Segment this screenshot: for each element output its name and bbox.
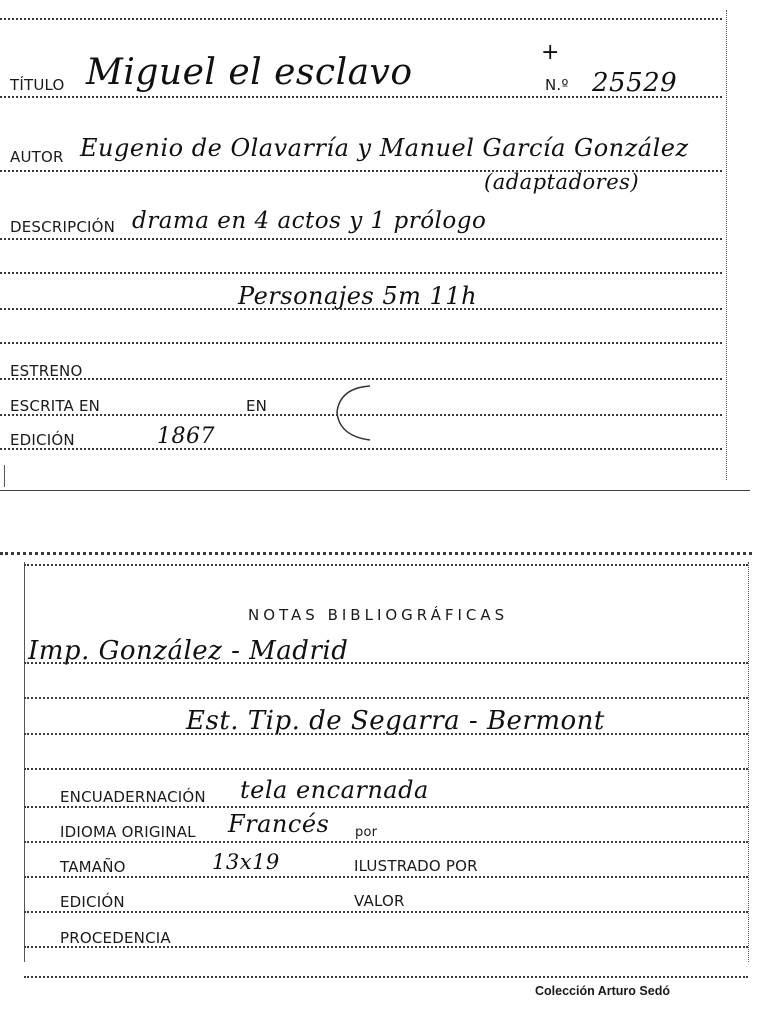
notes-rule-1 <box>24 662 748 664</box>
en-label: EN <box>246 397 268 415</box>
autor-line <box>0 170 722 172</box>
card-back-inner-top <box>24 564 748 566</box>
procedencia-line <box>24 946 748 948</box>
numero-value: 25529 <box>592 68 678 98</box>
edicion-label: EDICIÓN <box>10 431 75 449</box>
autor-note: (adaptadores) <box>484 170 640 194</box>
card-back-left-border <box>24 562 25 962</box>
cross-mark: + <box>541 40 560 65</box>
ilustrado-label: ILUSTRADO POR <box>354 857 478 875</box>
descripcion-line-1 <box>0 238 722 240</box>
descripcion-line-4 <box>0 342 722 344</box>
numero-label: N.º <box>545 76 569 94</box>
tamano-value: 13x19 <box>212 850 280 874</box>
descripcion-value: drama en 4 actos y 1 prólogo <box>132 208 487 234</box>
notes-rule-2 <box>24 697 748 699</box>
autor-value: Eugenio de Olavarría y Manuel García González <box>80 134 689 162</box>
notes-line-1: Imp. González - Madrid <box>28 636 349 666</box>
procedencia-label: PROCEDENCIA <box>60 929 171 947</box>
notes-rule-3 <box>24 733 748 735</box>
idioma-line <box>24 841 748 843</box>
descripcion-line-3 <box>0 308 722 310</box>
edicion-back-line <box>24 911 748 913</box>
valor-label: VALOR <box>354 892 405 910</box>
card-back-right-border <box>748 562 749 962</box>
descripcion-extra: Personajes 5m 11h <box>238 282 478 310</box>
descripcion-label: DESCRIPCIÓN <box>10 218 116 236</box>
edicion-line <box>0 448 722 450</box>
card-back-top-edge <box>0 552 752 555</box>
card-front-top-border <box>0 18 722 20</box>
notas-heading: NOTAS BIBLIOGRÁFICAS <box>248 606 509 624</box>
descripcion-line-2 <box>0 272 722 274</box>
edicion-value: 1867 <box>157 424 215 449</box>
card-front-right-border <box>726 10 727 480</box>
card-front-bottom-border <box>0 490 750 491</box>
idioma-label: IDIOMA ORIGINAL <box>60 823 196 841</box>
tamano-line <box>24 876 748 878</box>
notes-line-2: Est. Tip. de Segarra - Bermont <box>186 706 605 736</box>
titulo-value: Miguel el esclavo <box>86 52 413 93</box>
escrita-en-label: ESCRITA EN <box>10 397 101 415</box>
por-label: por <box>355 825 378 840</box>
notes-rule-4 <box>24 768 748 770</box>
punch-hole-mark <box>325 378 385 448</box>
tamano-label: TAMAÑO <box>60 858 126 876</box>
idioma-value: Francés <box>228 810 330 838</box>
estreno-label: ESTRENO <box>10 362 83 380</box>
titulo-label: TÍTULO <box>10 76 65 94</box>
encuadernacion-line <box>24 806 748 808</box>
encuadernacion-label: ENCUADERNACIÓN <box>60 788 206 806</box>
autor-label: AUTOR <box>10 148 64 166</box>
encuadernacion-value: tela encarnada <box>240 776 429 804</box>
edicion-back-label: EDICIÓN <box>60 893 125 911</box>
card-front-left-tick <box>4 465 5 487</box>
titulo-line <box>0 96 722 98</box>
collection-footer: Colección Arturo Sedó <box>535 984 670 998</box>
card-back-bottom-edge <box>24 976 748 978</box>
